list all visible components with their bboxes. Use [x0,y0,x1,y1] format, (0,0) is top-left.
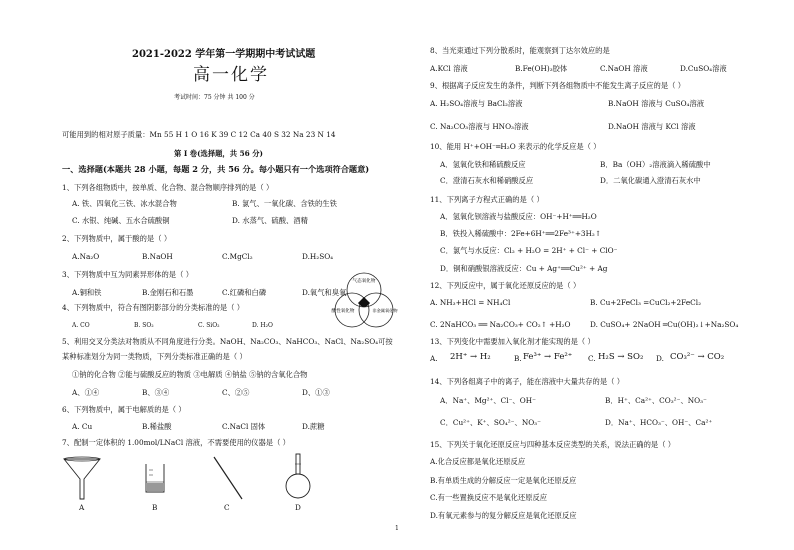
question-text: 6、下列物质中，属于电解质的是（ ） [62,405,186,414]
option: A、①④ [72,388,100,397]
option: C、②⑤ [222,388,250,397]
statement-list: ①钠的化合物 ②能与硫酸反应的物质 ③电解质 ④钠盐 ⑤钠的含氧化合物 [72,370,308,379]
option: A. CO [72,322,90,329]
subject-title: 高一化学 [193,65,269,85]
exam-title: 2021-2022 学年第一学期期中考试试题 [132,49,316,60]
beaker-figure [144,462,166,494]
volumetric-flask-figure [284,452,312,500]
option: C.MgCl₂ [222,252,253,261]
question-text: 2、下列物质中，属于酸的是（ ） [62,234,172,243]
option: C．氯气与水反应：Cl₂ + H₂O = 2H⁺ + Cl⁻ + ClO⁻ [440,246,618,255]
option: D.有氧元素参与的复分解反应是氧化还原反应 [430,511,577,520]
venn-diagram [330,270,398,332]
option: B.NaOH 溶液与 CuSO₄溶液 [608,99,705,108]
option: D. H₂O [252,322,273,329]
option: D. CuSO₄+ 2NaOH ═Cu(OH)₂↓+Na₂SO₄ [590,320,739,329]
option: A. H₂SO₄溶液与 BaCl₂溶液 [430,99,523,108]
venn-label-gaseous: 气态氧化物 [352,279,376,284]
exam-info: 考试时间：75 分钟 共 100 分 [174,94,255,101]
option: B.有单质生成的分解反应一定是氧化还原反应 [430,476,577,485]
option: B.稀盐酸 [142,422,172,431]
option-letter: D. [656,354,664,363]
option: A. 铁、四氧化三铁、冰水混合物 [72,199,177,208]
glass-rod-figure [210,455,246,501]
question-text: 12、下列反应中，属于氧化还原反应的是（ ） [430,281,581,290]
question-text: 5、利用交叉分类法对物质从不同角度进行分类。NaOH、Na₂CO₃、NaHCO₃、NaCl、Na₂SO₄可按 [62,337,393,346]
page-number: 1 [395,525,399,532]
question-text: 11、下列离子方程式正确的是（ ） [430,195,544,204]
option-letter: A. [430,354,438,363]
option: C.NaCl 固体 [222,422,266,431]
funnel-figure [62,455,102,501]
option: C.红磷和白磷 [222,288,267,297]
question-text: 10、能用 H⁺+OH⁻═H₂O 来表示的化学反应是（ ） [430,142,601,151]
equation: Fe³⁺ → Fe²⁺ [523,352,573,362]
option: D．Na⁺、HCO₃⁻、OH⁻、Ca²⁺ [605,418,713,427]
option: A.Na₂O [72,252,100,261]
option: A．氢氧化钡溶液与盐酸反应：OH⁻+H⁺══H₂O [440,212,597,221]
question-text: 14、下列各组离子中的离子，能在溶液中大量共存的是（ ） [430,377,625,386]
equation: CO₃²⁻ → CO₂ [670,352,725,362]
option: D.氧气和臭氧 [302,288,347,297]
question-text: 3、下列物质中互为同素异形体的是（ ） [62,270,194,279]
option: B.Fe(OH)₃胶体 [515,64,568,73]
question-text: 某种标准划分为同一类物质，下列分类标准正确的是（ ） [62,352,247,361]
option: B.金刚石和石墨 [142,288,194,297]
option: D. 水蒸气、硫酸、酒精 [232,216,308,225]
figure-label-c: C [224,503,230,512]
option: C. 水银、纯碱、五水合硫酸铜 [72,216,170,225]
option: B. Cu+2FeCl₃ =CuCl₂+2FeCl₂ [590,298,702,307]
option: C. SiO₂ [198,322,220,329]
option: C．Cu²⁺、K⁺、SO₄²⁻、NO₃⁻ [440,418,541,427]
option: A.KCl 溶液 [430,64,468,73]
option-letter: C. [588,354,596,363]
question-text: 9、根据离子反应发生的条件，判断下列各组物质中不能发生离子反应的是（ ） [430,81,686,90]
option: D.CuSO₄溶液 [680,64,727,73]
option: D．铜和硝酸银溶液反应：Cu + Ag⁺══Cu²⁺ + Ag [440,264,608,273]
option: A.铜和铁 [72,288,102,297]
option: B．铁投入稀硫酸中：2Fe+6H⁺══2Fe³⁺+3H₂↑ [440,229,601,238]
equation: 2H⁺ → H₂ [450,352,491,362]
option: D.H₂SO₄ [302,252,334,261]
option: B.NaOH [142,252,173,261]
figure-label-a: A [79,503,85,512]
option: C．澄清石灰水和稀硝酸反应 [440,176,534,185]
option: B．H⁺、Ca²⁺、CO₃²⁻、NO₃⁻ [605,396,707,405]
option: B. 氯气、一氧化碳、含铁的生铁 [232,199,337,208]
question-text: 15、下列关于氧化还原反应与四种基本反应类型的关系，说法正确的是（ ） [430,440,676,449]
question-text: 8、当光束通过下列分散系时，能观察到丁达尔效应的是 [430,46,610,55]
atomic-masses: 可能用到的相对原子质量：Mn 55 H 1 O 16 K 39 C 12 Ca 40 S 32 Na 23 N 14 [62,130,336,139]
section-title: 第 I 卷(选择题，共 56 分) [174,149,264,158]
option: A．氢氧化铁和稀硫酸反应 [440,160,526,169]
option: A.化合反应都是氧化还原反应 [430,457,526,466]
section-instructions: 一、选择题(本题共 28 小题，每题 2 分，共 56 分。每小题只有一个选项符合题意) [62,164,370,174]
venn-label-nonmetal: 非金属氧化物 [372,308,398,313]
option: A．Na⁺、Mg²⁺、Cl⁻、OH⁻ [440,396,536,405]
option: C.有一些置换反应不是氧化还原反应 [430,493,548,502]
option: D.蔗糖 [302,422,325,431]
option: C.NaOH 溶液 [600,64,648,73]
option: D．二氧化碳通入澄清石灰水中 [600,176,701,185]
figure-label-d: D [295,503,301,512]
option: D.NaOH 溶液与 KCl 溶液 [608,122,696,131]
figure-label-b: B [152,503,158,512]
option: B. SO₂ [134,322,154,329]
option: C. 2NaHCO₃ ══ Na₂CO₃+ CO₂↑ +H₂O [430,320,571,329]
option: B、③④ [142,388,170,397]
option: A. Cu [72,422,93,431]
option: A. NH₃+HCl = NH₄Cl [430,298,511,307]
option: B．Ba（OH）₂溶液滴入稀硫酸中 [600,160,711,169]
option: C. Na₂CO₃溶液与 HNO₃溶液 [430,122,529,131]
option-letter: B. [514,354,522,363]
question-text: 7、配制一定体积的 1.00mol/LNaCl 溶液，不需要使用的仪器是（ ） [62,438,290,447]
question-text: 13、下列变化中需要加入氧化剂才能实现的是（ ） [430,337,595,346]
question-text: 4、下列物质中，符合有图阴影部分的分类标准的是（ ） [62,303,245,312]
question-text: 1、下列各组物质中，按单质、化合物、混合物顺序排列的是（ ） [62,183,274,192]
equation: H₂S → SO₂ [598,352,644,362]
option: D、①③ [302,388,330,397]
venn-label-acidic: 酸性氧化物 [331,309,355,314]
